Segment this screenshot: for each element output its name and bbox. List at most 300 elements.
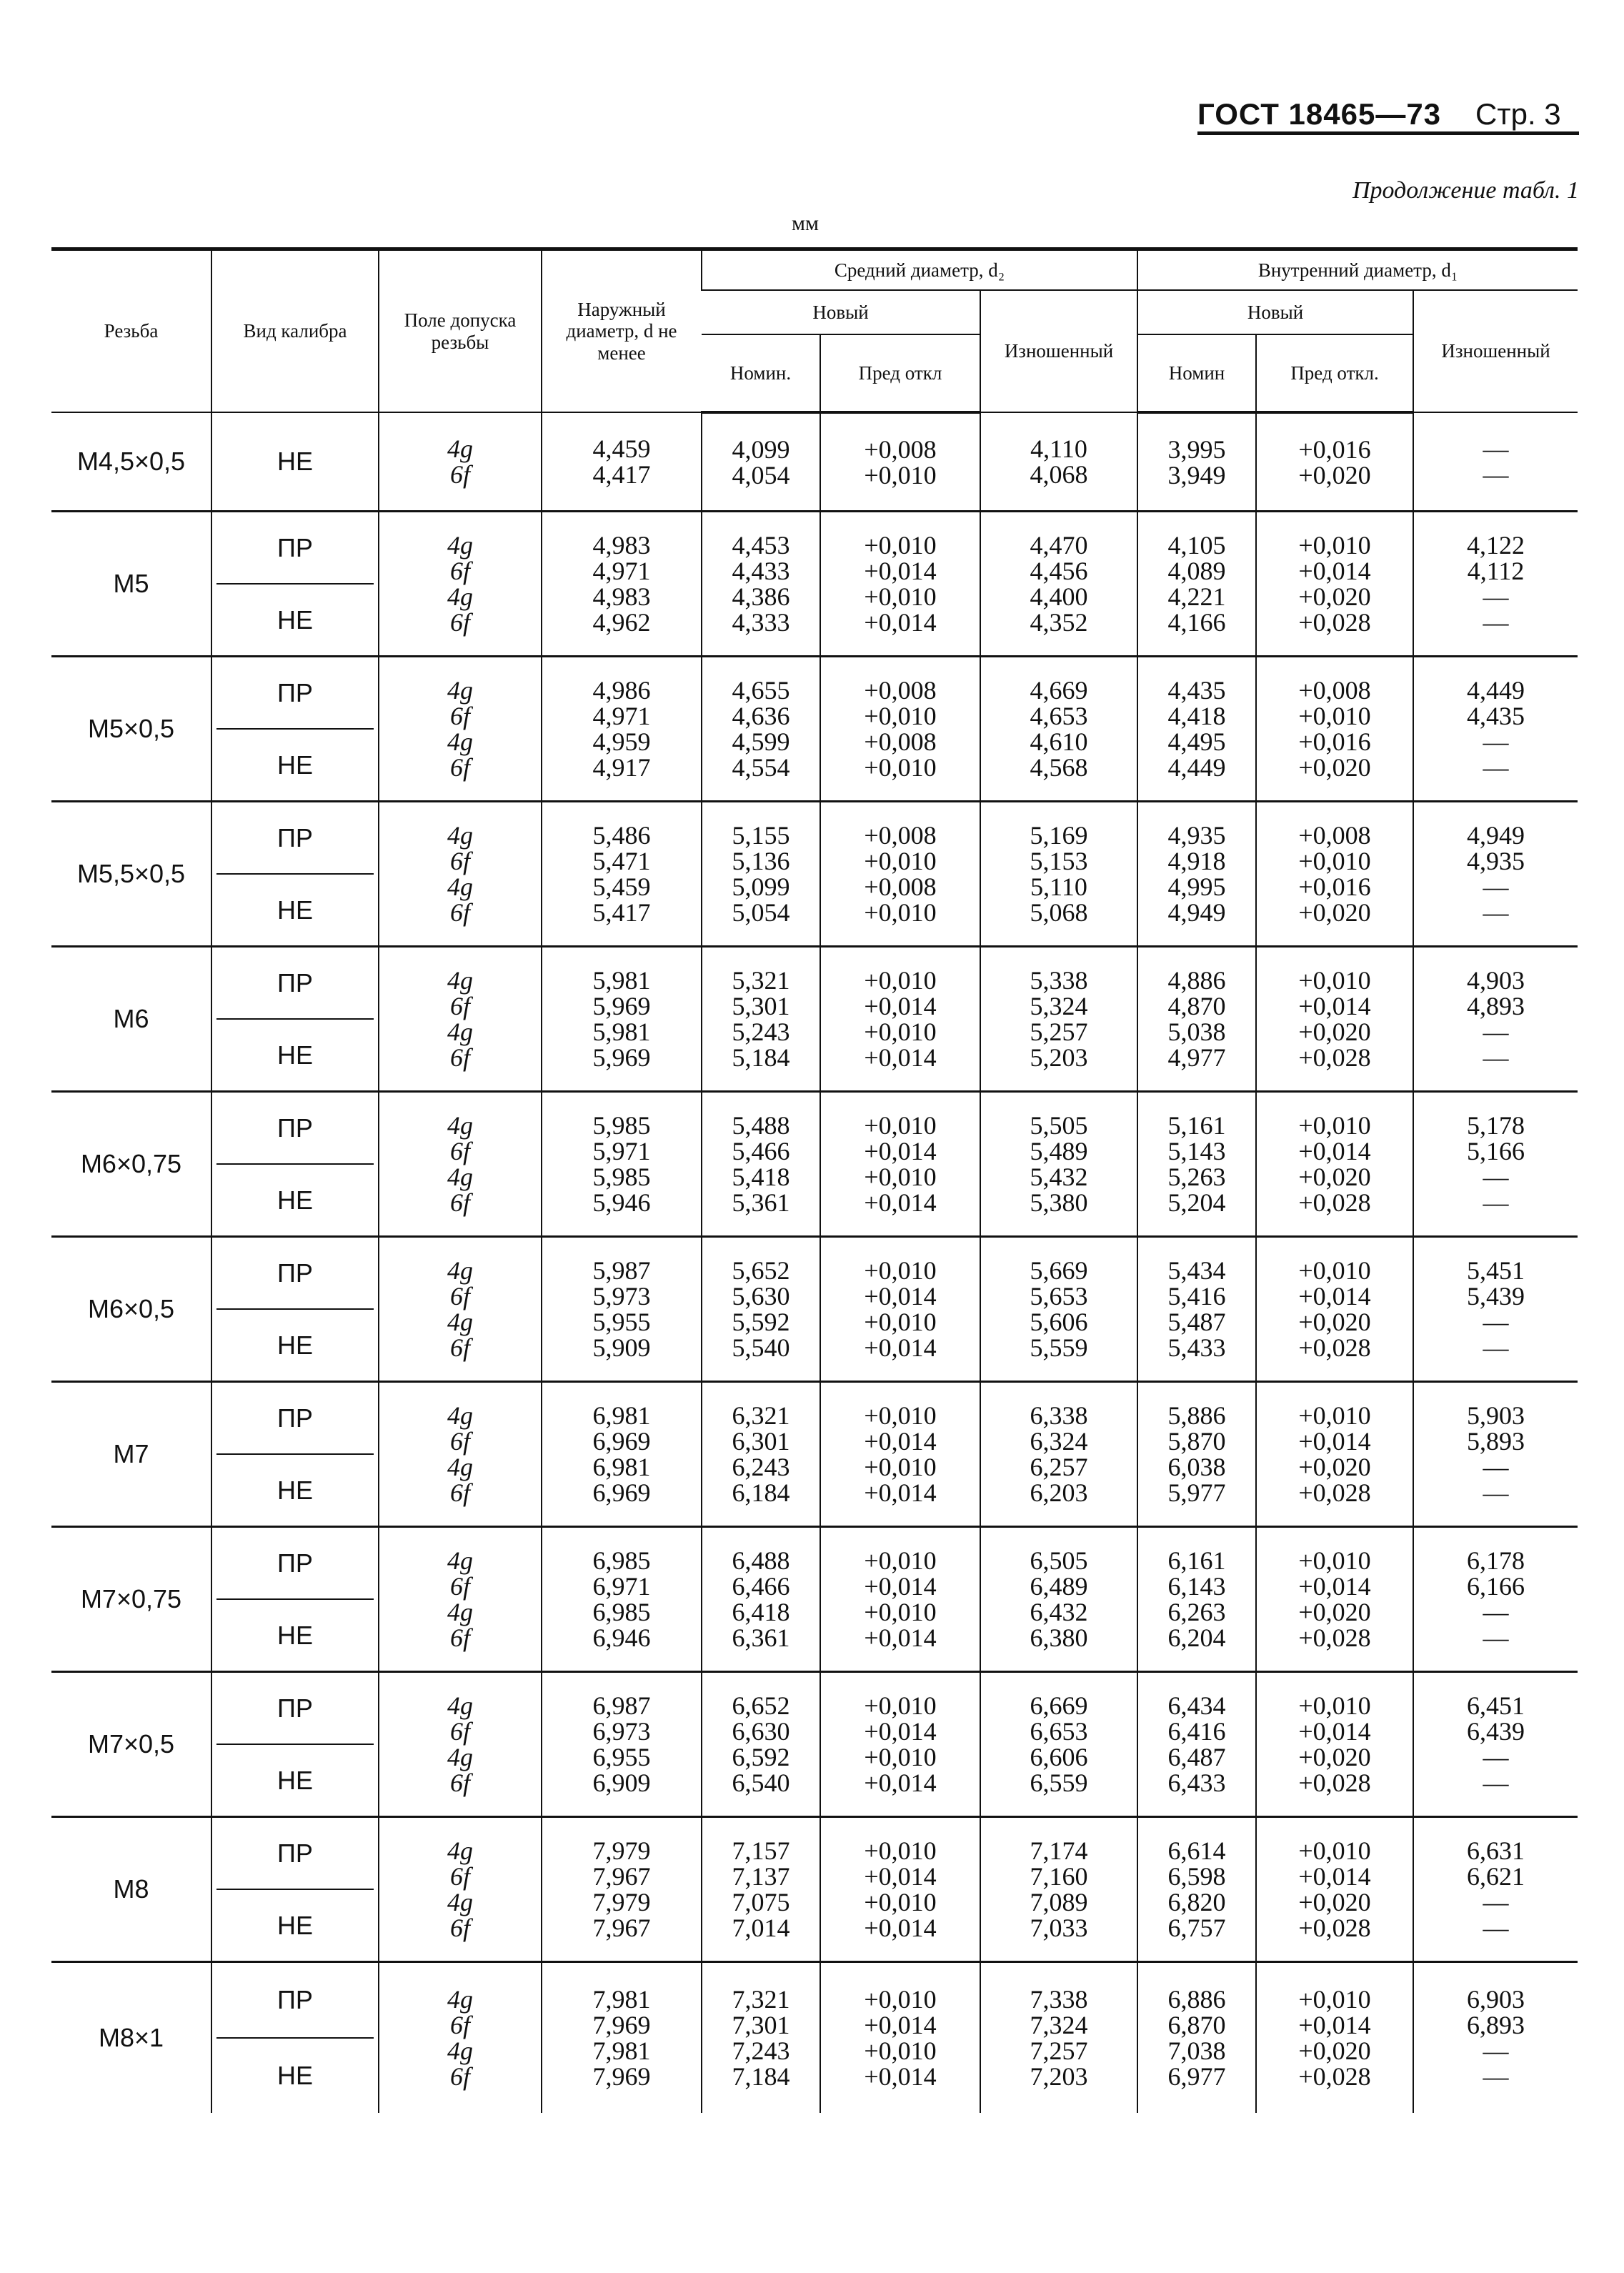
inner-worn-value: — [1483, 1308, 1509, 1336]
outer-diameter-value: 6,946 [592, 1623, 651, 1652]
middle-worn-value: 4,470 [1030, 531, 1088, 559]
middle-nominal-cell [702, 1092, 820, 1237]
outer-diameter-value: 4,459 [592, 434, 651, 463]
col-outer-diameter: Наружный диаметр, d не менее [542, 249, 702, 413]
middle-worn-value: 7,324 [1030, 2011, 1088, 2039]
inner-worn-value: 6,903 [1467, 1985, 1525, 2014]
outer-diameter-value: 6,969 [592, 1478, 651, 1507]
inner-nominal-value: 5,434 [1167, 1256, 1226, 1285]
middle-nominal-value: 7,184 [732, 2062, 790, 2091]
outer-diameter-value: 5,973 [592, 1282, 651, 1310]
inner-nominal-value: 5,263 [1167, 1163, 1226, 1191]
middle-worn-value: 6,505 [1030, 1546, 1088, 1575]
middle-worn-value: 6,669 [1030, 1691, 1088, 1720]
outer-diameter-value: 5,955 [592, 1308, 651, 1336]
inner-worn-value: 5,166 [1467, 1137, 1525, 1165]
middle-deviation-value: +0,010 [864, 531, 937, 559]
inner-worn-value: 5,903 [1467, 1401, 1525, 1430]
tolerance-field: 6f [449, 1914, 470, 1942]
outer-diameter-value: 5,987 [592, 1256, 651, 1285]
tolerance-field: 6f [449, 847, 470, 875]
inner-nominal-value: 6,204 [1167, 1623, 1226, 1652]
outer-diameter-cell [542, 802, 702, 947]
outer-diameter-value: 4,971 [592, 557, 651, 585]
outer-diameter-value: 4,983 [592, 531, 651, 559]
inner-worn-value: — [1483, 1769, 1509, 1797]
middle-nominal-value: 5,054 [732, 898, 790, 927]
page-header [1197, 79, 1579, 135]
middle-nominal-value: 5,243 [732, 1018, 790, 1046]
middle-worn-value: 4,610 [1030, 727, 1088, 756]
middle-nominal-cell [702, 1382, 820, 1527]
inner-nominal-value: 6,614 [1167, 1836, 1226, 1865]
outer-diameter-value: 5,981 [592, 1018, 651, 1046]
middle-worn-cell [980, 412, 1137, 512]
inner-nominal-value: 4,449 [1167, 753, 1226, 782]
inner-worn-value: — [1483, 1478, 1509, 1507]
gauge-type: НЕ [216, 1598, 374, 1671]
table-row [51, 412, 1578, 512]
middle-nominal-cell [702, 802, 820, 947]
col-inner-nominal: Номин [1137, 334, 1256, 412]
inner-worn-value: 4,122 [1467, 531, 1525, 559]
middle-deviation-value: +0,010 [864, 1598, 937, 1626]
col-middle-nominal: Номин. [702, 334, 820, 412]
inner-nominal-cell [1137, 1817, 1256, 1962]
middle-worn-value: 4,400 [1030, 582, 1088, 611]
inner-deviation-cell [1256, 802, 1413, 947]
inner-nominal-cell [1137, 1237, 1256, 1382]
middle-worn-value: 5,606 [1030, 1308, 1088, 1336]
inner-deviation-value: +0,010 [1298, 1836, 1371, 1865]
middle-deviation-value: +0,010 [864, 1308, 937, 1336]
middle-deviation-value: +0,010 [864, 1256, 937, 1285]
inner-deviation-value: +0,010 [1298, 1256, 1371, 1285]
middle-deviation-value: +0,014 [864, 1427, 937, 1456]
outer-diameter-value: 7,981 [592, 2036, 651, 2065]
inner-deviation-cell [1256, 1672, 1413, 1817]
table-row [51, 1962, 1578, 2114]
outer-diameter-value: 4,962 [592, 608, 651, 637]
middle-worn-cell [980, 512, 1137, 657]
gauge-type: НЕ [216, 873, 374, 945]
tolerance-field: 6f [449, 1137, 470, 1165]
outer-diameter-cell [542, 412, 702, 512]
middle-deviation-value: +0,014 [864, 1188, 937, 1217]
gauge-type: НЕ [216, 2037, 374, 2113]
middle-worn-cell [980, 1237, 1137, 1382]
middle-nominal-value: 6,418 [732, 1598, 790, 1626]
middle-worn-value: 7,203 [1030, 2062, 1088, 2091]
gauge-type: НЕ [216, 1744, 374, 1816]
middle-nominal-value: 6,652 [732, 1691, 790, 1720]
middle-nominal-value: 6,630 [732, 1717, 790, 1746]
outer-diameter-cell [542, 1817, 702, 1962]
inner-deviation-cell [1256, 947, 1413, 1092]
inner-worn-cell [1413, 1237, 1578, 1382]
middle-nominal-value: 4,636 [732, 702, 790, 730]
inner-worn-value: — [1483, 1043, 1509, 1072]
middle-nominal-value: 4,333 [732, 608, 790, 637]
inner-worn-value: — [1483, 1623, 1509, 1652]
tolerance-field: 4g [447, 1163, 473, 1191]
middle-deviation-value: +0,010 [864, 1018, 937, 1046]
outer-diameter-value: 6,955 [592, 1743, 651, 1771]
middle-nominal-value: 7,243 [732, 2036, 790, 2065]
inner-worn-cell [1413, 512, 1578, 657]
outer-diameter-value: 7,969 [592, 2011, 651, 2039]
inner-deviation-value: +0,028 [1298, 1188, 1371, 1217]
middle-worn-cell [980, 1092, 1137, 1237]
inner-nominal-cell [1137, 1092, 1256, 1237]
middle-worn-cell [980, 1817, 1137, 1962]
inner-deviation-cell [1256, 657, 1413, 802]
col-middle-new: Новый [702, 290, 980, 334]
middle-deviation-value: +0,010 [864, 702, 937, 730]
inner-nominal-cell [1137, 1527, 1256, 1672]
gauge-type: ПР [277, 532, 313, 562]
inner-nominal-value: 6,757 [1167, 1914, 1226, 1942]
inner-worn-cell [1413, 1092, 1578, 1237]
middle-nominal-value: 6,184 [732, 1478, 790, 1507]
middle-deviation-cell [820, 1672, 980, 1817]
outer-diameter-value: 6,981 [592, 1401, 651, 1430]
inner-worn-value: — [1483, 1914, 1509, 1942]
middle-nominal-cell [702, 1817, 820, 1962]
inner-worn-value: 6,893 [1467, 2011, 1525, 2039]
outer-diameter-cell [542, 1672, 702, 1817]
middle-deviation-value: +0,014 [864, 1572, 937, 1601]
inner-worn-value: — [1483, 1018, 1509, 1046]
inner-deviation-value: +0,014 [1298, 1572, 1371, 1601]
middle-worn-value: 5,505 [1030, 1111, 1088, 1140]
table-row [51, 1382, 1578, 1527]
outer-diameter-value: 5,471 [592, 847, 651, 875]
inner-worn-value: — [1483, 727, 1509, 756]
outer-diameter-value: 4,417 [592, 460, 651, 489]
thread-gauge-table [51, 247, 1578, 2113]
inner-nominal-value: 4,918 [1167, 847, 1226, 875]
gauge-type: ПР [277, 1693, 313, 1723]
inner-nominal-value: 4,977 [1167, 1043, 1226, 1072]
col-tolerance-field: Поле допуска резьбы [379, 249, 542, 413]
middle-nominal-value: 7,137 [732, 1862, 790, 1891]
gauge-type: НЕ [216, 1889, 374, 1961]
tolerance-field: 6f [449, 1333, 470, 1362]
inner-deviation-value: +0,020 [1298, 898, 1371, 927]
table-row [51, 657, 1578, 802]
tolerance-field: 6f [449, 753, 470, 782]
outer-diameter-value: 6,969 [592, 1427, 651, 1456]
gauge-type-cell [211, 512, 379, 657]
outer-diameter-cell [542, 947, 702, 1092]
middle-deviation-cell [820, 657, 980, 802]
inner-worn-value: 4,893 [1467, 992, 1525, 1020]
middle-deviation-value: +0,014 [864, 1769, 937, 1797]
inner-deviation-value: +0,010 [1298, 1401, 1371, 1430]
tolerance-field: 4g [447, 1743, 473, 1771]
middle-deviation-cell [820, 1092, 980, 1237]
inner-deviation-value: +0,014 [1298, 557, 1371, 585]
middle-nominal-value: 5,418 [732, 1163, 790, 1191]
middle-deviation-value: +0,014 [864, 1282, 937, 1310]
inner-nominal-value: 4,870 [1167, 992, 1226, 1020]
table-continuation-label: Продолжение табл. 1 [1352, 177, 1579, 204]
inner-deviation-cell [1256, 1817, 1413, 1962]
tolerance-field: 6f [449, 1478, 470, 1507]
middle-nominal-value: 7,301 [732, 2011, 790, 2039]
inner-deviation-value: +0,010 [1298, 847, 1371, 875]
inner-deviation-value: +0,014 [1298, 1427, 1371, 1456]
middle-worn-value: 5,068 [1030, 898, 1088, 927]
inner-worn-value: 4,449 [1467, 676, 1525, 705]
inner-deviation-value: +0,028 [1298, 1333, 1371, 1362]
outer-diameter-value: 6,973 [592, 1717, 651, 1746]
middle-worn-value: 5,257 [1030, 1018, 1088, 1046]
middle-nominal-value: 4,433 [732, 557, 790, 585]
middle-worn-cell [980, 802, 1137, 947]
tolerance-field: 4g [447, 1018, 473, 1046]
middle-worn-value: 6,559 [1030, 1769, 1088, 1797]
inner-deviation-value: +0,020 [1298, 753, 1371, 782]
page-number: Стр. 3 [1475, 97, 1561, 131]
outer-diameter-value: 6,985 [592, 1598, 651, 1626]
inner-nominal-value: 5,977 [1167, 1478, 1226, 1507]
gauge-type: НЕ [277, 447, 313, 476]
outer-diameter-value: 5,981 [592, 966, 651, 995]
inner-worn-value: 6,621 [1467, 1862, 1525, 1891]
inner-deviation-value: +0,014 [1298, 992, 1371, 1020]
gauge-type: ПР [277, 1838, 313, 1868]
inner-worn-value: 6,439 [1467, 1717, 1525, 1746]
middle-deviation-value: +0,010 [864, 1985, 937, 2014]
tolerance-field-cell [379, 802, 542, 947]
middle-deviation-value: +0,010 [864, 1691, 937, 1720]
inner-nominal-value: 5,487 [1167, 1308, 1226, 1336]
outer-diameter-value: 7,981 [592, 1985, 651, 2014]
middle-worn-cell [980, 1672, 1137, 1817]
col-middle-deviation: Пред откл [820, 334, 980, 412]
tolerance-field: 4g [447, 434, 473, 463]
middle-worn-value: 5,489 [1030, 1137, 1088, 1165]
middle-nominal-value: 5,184 [732, 1043, 790, 1072]
inner-deviation-value: +0,028 [1298, 1478, 1371, 1507]
tolerance-field-cell [379, 1382, 542, 1527]
inner-nominal-value: 6,598 [1167, 1862, 1226, 1891]
inner-worn-value: 4,112 [1467, 557, 1525, 585]
tolerance-field-cell [379, 1672, 542, 1817]
inner-nominal-value: 4,105 [1167, 531, 1226, 559]
inner-nominal-value: 6,434 [1167, 1691, 1226, 1720]
tolerance-field: 4g [447, 1453, 473, 1481]
outer-diameter-value: 5,459 [592, 872, 651, 901]
gauge-type: НЕ [216, 1453, 374, 1526]
inner-worn-value: — [1483, 1333, 1509, 1362]
inner-worn-cell [1413, 1962, 1578, 2114]
middle-deviation-value: +0,014 [864, 2062, 937, 2091]
inner-worn-cell [1413, 412, 1578, 512]
inner-deviation-value: +0,014 [1298, 1137, 1371, 1165]
middle-deviation-cell [820, 947, 980, 1092]
inner-worn-value: — [1483, 898, 1509, 927]
inner-deviation-value: +0,016 [1298, 872, 1371, 901]
inner-nominal-cell [1137, 657, 1256, 802]
inner-deviation-value: +0,014 [1298, 2011, 1371, 2039]
middle-nominal-value: 5,466 [732, 1137, 790, 1165]
gauge-type: ПР [277, 1258, 313, 1288]
inner-deviation-value: +0,020 [1298, 460, 1371, 489]
inner-worn-value: 6,631 [1467, 1836, 1525, 1865]
tolerance-field: 6f [449, 1717, 470, 1746]
middle-nominal-value: 6,361 [732, 1623, 790, 1652]
tolerance-field: 4g [447, 531, 473, 559]
inner-deviation-value: +0,010 [1298, 966, 1371, 995]
inner-nominal-value: 5,038 [1167, 1018, 1226, 1046]
middle-worn-value: 5,559 [1030, 1333, 1088, 1362]
inner-worn-cell [1413, 947, 1578, 1092]
inner-nominal-value: 5,416 [1167, 1282, 1226, 1310]
inner-deviation-value: +0,014 [1298, 1862, 1371, 1891]
outer-diameter-value: 6,985 [592, 1546, 651, 1575]
middle-deviation-cell [820, 1382, 980, 1527]
inner-deviation-value: +0,020 [1298, 582, 1371, 611]
outer-diameter-value: 7,979 [592, 1888, 651, 1916]
middle-nominal-value: 5,540 [732, 1333, 790, 1362]
inner-deviation-value: +0,010 [1298, 702, 1371, 730]
outer-diameter-value: 4,986 [592, 676, 651, 705]
inner-deviation-cell [1256, 1092, 1413, 1237]
middle-nominal-cell [702, 1527, 820, 1672]
gauge-type: НЕ [216, 1308, 374, 1381]
middle-nominal-value: 5,136 [732, 847, 790, 875]
inner-nominal-value: 5,143 [1167, 1137, 1226, 1165]
middle-deviation-value: +0,014 [864, 1333, 937, 1362]
inner-nominal-value: 5,433 [1167, 1333, 1226, 1362]
middle-worn-value: 4,110 [1030, 434, 1087, 463]
inner-nominal-cell [1137, 1672, 1256, 1817]
inner-deviation-value: +0,014 [1298, 1717, 1371, 1746]
outer-diameter-value: 5,417 [592, 898, 651, 927]
inner-worn-cell [1413, 1817, 1578, 1962]
inner-worn-value: 5,451 [1467, 1256, 1525, 1285]
inner-worn-value: — [1483, 608, 1509, 637]
thread-designation: M5 [51, 512, 211, 657]
gauge-type: ПР [277, 822, 313, 852]
middle-deviation-value: +0,014 [864, 1862, 937, 1891]
inner-deviation-value: +0,020 [1298, 1018, 1371, 1046]
col-middle-worn: Изношенный [980, 290, 1137, 412]
inner-deviation-value: +0,008 [1298, 821, 1371, 850]
middle-deviation-value: +0,010 [864, 898, 937, 927]
middle-worn-value: 7,033 [1030, 1914, 1088, 1942]
middle-nominal-cell [702, 1672, 820, 1817]
inner-worn-cell [1413, 657, 1578, 802]
tolerance-field: 6f [449, 460, 470, 489]
tolerance-field: 4g [447, 1308, 473, 1336]
inner-worn-value: — [1483, 434, 1509, 463]
middle-nominal-cell [702, 412, 820, 512]
middle-worn-value: 4,456 [1030, 557, 1088, 585]
inner-worn-value: — [1483, 753, 1509, 782]
middle-deviation-cell [820, 1962, 980, 2114]
middle-deviation-value: +0,010 [864, 1888, 937, 1916]
tolerance-field: 4g [447, 1985, 473, 2014]
col-inner-diameter: Внутренний диаметр, d₁ [1137, 249, 1578, 291]
inner-deviation-value: +0,028 [1298, 1043, 1371, 1072]
inner-worn-value: 4,435 [1467, 702, 1525, 730]
inner-worn-value: 6,451 [1467, 1691, 1525, 1720]
middle-deviation-value: +0,008 [864, 676, 937, 705]
middle-nominal-value: 6,540 [732, 1769, 790, 1797]
tolerance-field-cell [379, 1527, 542, 1672]
middle-deviation-value: +0,010 [864, 753, 937, 782]
middle-deviation-value: +0,010 [864, 1401, 937, 1430]
inner-nominal-value: 4,221 [1167, 582, 1226, 611]
outer-diameter-cell [542, 1237, 702, 1382]
middle-worn-value: 6,203 [1030, 1478, 1088, 1507]
tolerance-field: 4g [447, 1888, 473, 1916]
tolerance-field-cell [379, 1962, 542, 2114]
tolerance-field: 4g [447, 1691, 473, 1720]
inner-nominal-value: 4,418 [1167, 702, 1226, 730]
table-row [51, 802, 1578, 947]
gauge-type: НЕ [216, 583, 374, 655]
tolerance-field: 4g [447, 2036, 473, 2065]
table-row [51, 1092, 1578, 1237]
inner-worn-value: — [1483, 582, 1509, 611]
inner-deviation-value: +0,020 [1298, 1888, 1371, 1916]
middle-worn-value: 7,338 [1030, 1985, 1088, 2014]
inner-deviation-value: +0,028 [1298, 1769, 1371, 1797]
inner-deviation-value: +0,016 [1298, 727, 1371, 756]
middle-deviation-value: +0,010 [864, 460, 937, 489]
tolerance-field: 6f [449, 1572, 470, 1601]
table-row [51, 1817, 1578, 1962]
middle-worn-cell [980, 1382, 1137, 1527]
thread-designation: M7×0,5 [51, 1672, 211, 1817]
inner-deviation-value: +0,028 [1298, 2062, 1371, 2091]
tolerance-field: 6f [449, 1188, 470, 1217]
inner-deviation-cell [1256, 1382, 1413, 1527]
inner-nominal-value: 6,038 [1167, 1453, 1226, 1481]
inner-nominal-cell [1137, 512, 1256, 657]
inner-nominal-cell [1137, 802, 1256, 947]
gauge-type-cell [211, 1527, 379, 1672]
inner-worn-value: — [1483, 1743, 1509, 1771]
tolerance-field: 4g [447, 966, 473, 995]
inner-worn-value: — [1483, 1163, 1509, 1191]
middle-worn-value: 5,110 [1030, 872, 1087, 901]
inner-nominal-value: 6,886 [1167, 1985, 1226, 2014]
gauge-type-cell [211, 947, 379, 1092]
inner-deviation-value: +0,010 [1298, 531, 1371, 559]
middle-worn-value: 5,432 [1030, 1163, 1088, 1191]
tolerance-field-cell [379, 512, 542, 657]
inner-nominal-value: 6,870 [1167, 2011, 1226, 2039]
middle-worn-value: 5,338 [1030, 966, 1088, 995]
outer-diameter-value: 5,971 [592, 1137, 651, 1165]
outer-diameter-value: 6,909 [592, 1769, 651, 1797]
thread-designation: M5×0,5 [51, 657, 211, 802]
tolerance-field: 4g [447, 1111, 473, 1140]
tolerance-field-cell [379, 657, 542, 802]
middle-nominal-value: 4,655 [732, 676, 790, 705]
inner-deviation-value: +0,020 [1298, 1308, 1371, 1336]
inner-deviation-value: +0,020 [1298, 1598, 1371, 1626]
tolerance-field: 4g [447, 1836, 473, 1865]
outer-diameter-value: 4,917 [592, 753, 651, 782]
inner-worn-cell [1413, 1527, 1578, 1672]
